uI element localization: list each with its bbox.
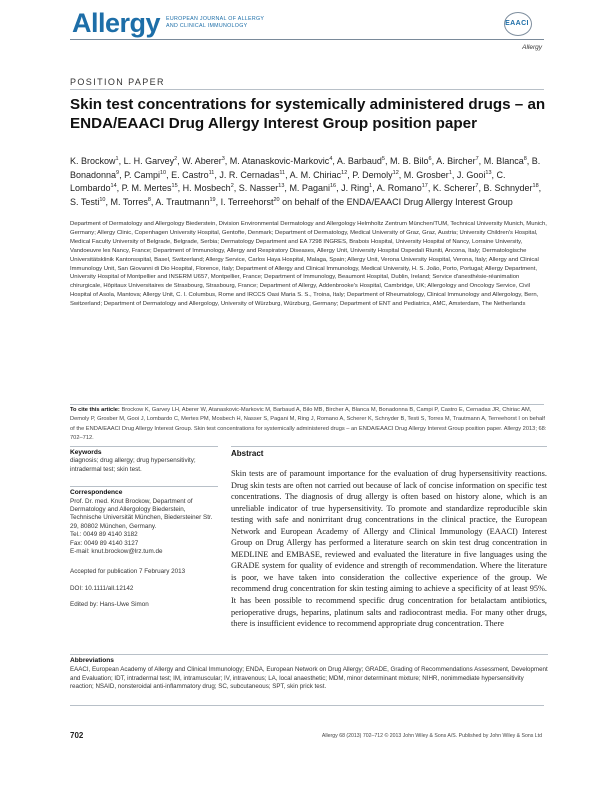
- abbreviations: [70, 654, 548, 692]
- author-affiliation-number: 16: [329, 183, 337, 190]
- journal-subtitle-line: AND CLINICAL IMMUNOLOGY: [166, 22, 248, 29]
- author-name: A. M. Chiriac$^{12}$: [289, 169, 348, 180]
- author-affiliation-number: 1: [115, 156, 119, 162]
- author-affiliation-number: 14: [110, 183, 117, 190]
- author-names: K. Brockow$^1$, L. H. Garvey$^2$, W. Aberer$^3$, M. Atanaskovic-Markovic$^4$, A. Barbaud$^5$, M. B. Bilo$^6$, A. Bircher$^7$, M. Blanca$^8$, B. Bonadonna$^9$, P. Campi$^{10}$, E. Castro$^{11}$, J. R. Cernadas$^{11}$, A. M. Chiriac$^{12}$, P. Demoly$^{12}$, M. Grosber$^1$, J. Gooi$^{13}$, C. Lombardo$^{14}$, P. M. Mertes$^{15}$, H. Mosbech$^2$, S. Nasser$^{13}$, M. Pagani$^{16}$, J. Ring$^1$, A. Romano$^{17}$, K. Scherer$^7$, B. Schnyder$^{18}$, S. Testi$^{10}$, M. Torres$^8$, A. Trautmann$^{19}$, I. Terreehorst$^{20}$: [70, 156, 542, 207]
- author-affiliation-number: 15: [171, 183, 178, 190]
- abstract: [231, 446, 547, 630]
- journal-subtitle-line: EUROPEAN JOURNAL OF ALLERGY: [166, 16, 265, 22]
- author-name: J. Ring$^1$: [341, 183, 373, 194]
- author-affiliation-number: 2: [174, 156, 178, 162]
- section-rule: [70, 446, 218, 447]
- society-logo-text: EAACI: [505, 20, 529, 27]
- author-name: J. Gooi$^{13}$: [456, 169, 492, 180]
- correspondence-tel: Tel.: 0049 89 4140 3182: [70, 531, 138, 539]
- author-name: S. Testi$^{10}$: [70, 196, 106, 207]
- author-name: M. B. Bilo$^6$: [390, 156, 432, 166]
- accepted-date: Accepted for publication 7 February 2013: [70, 568, 186, 576]
- author-name: M. Grosber$^1$: [403, 169, 452, 180]
- paper-type: POSITION PAPER: [70, 77, 165, 87]
- author-affiliation-number: 13: [278, 183, 285, 190]
- author-affiliation-number: 19: [209, 196, 216, 203]
- author-affiliation-number: 3: [221, 156, 225, 162]
- section-rule: [70, 654, 548, 655]
- author-affiliation-number: 20: [273, 196, 280, 203]
- citation-rule: [70, 404, 544, 405]
- author-affiliation-number: 5: [381, 156, 385, 162]
- keywords-heading: Keywords: [70, 449, 102, 456]
- author-affiliation-number: 7: [475, 156, 479, 162]
- footer-rule: [70, 705, 544, 706]
- author-name: J. R. Cernadas$^{11}$: [219, 169, 286, 180]
- author-affiliation-number: 6: [428, 156, 432, 162]
- section-rule: [70, 486, 218, 487]
- abstract-text: Skin tests are of paramount importance for the evaluation of drug hypersensitivity reactions. Drug skin tests are often not carried out because of lack of concise information on specific test concentrations. The diagnosis of drug allergy is often based on history alone, which is an unreliable indicator of true hypersensitivity. To promote and standardize reproducible skin testing with safe and nonirritant drug concentrations in the clinical practice, the European Network and European Academy of Allergy and Clinical Immunology (EAACI) Interest Group on Drug Allergy has performed a literature search on skin test drug concentration in MEDLINE and EMBASE, reviewed and evaluated the literature in five languages using the GRADE system for quality of evidence and strength of recommendation. Where the literature is poor, we have taken into consideration the collective experience of the group. We recommend drug concentration for skin testing aiming to achieve a specificity of at least 95%. It has been possible to recommend specific drug concentration for betalactam antibiotics, perioperative drugs, heparins, platinum salts and radiocontrast media. For many other drugs, there is insufficient evidence to recommend appropriate drug concentration. There: [231, 469, 547, 629]
- author-affiliation-number: 12: [392, 169, 399, 176]
- author-name: K. Brockow$^1$: [70, 156, 119, 166]
- author-name: P. Demoly$^{12}$: [352, 169, 399, 180]
- author-name: K. Scherer$^7$: [432, 183, 479, 194]
- journal-logo: Allergy: [72, 8, 161, 38]
- paper-type-rule: [70, 89, 544, 90]
- abbreviations-text: EAACI, European Academy of Allergy and Clinical Immunology; ENDA, European Network on Drug Allergy; GRADE, Grading of Recommendations Assessment, Development and Evaluation; IDT, intradermal test; IM, intramuscular; IV, intravenous; LA, local anaesthetic; MDM, minor determinant mixture; NIHR, nonimmediate hypersensitivity reaction; NSAID, nonsteroidal anti-inflammatory drug; SC, subcutaneous; SPT, skin prick test.: [70, 666, 548, 691]
- author-name: P. M. Mertes$^{15}$: [121, 183, 178, 194]
- author-affiliation-number: 7: [475, 183, 479, 190]
- keywords-text: diagnosis; drug allergy; drug hypersensitivity; intradermal test; skin test.: [70, 457, 196, 473]
- society-logo: [500, 12, 534, 40]
- author-name: M. Pagani$^{16}$: [289, 183, 337, 194]
- correspondence-heading: Correspondence: [70, 489, 123, 497]
- affiliations: Department of Dermatology and Allergology Biederstein, Division Environmental Dermatology and Allergology Helmholtz Zentrum München/TUM, Technical University Munich, Munich, Germany; Allergy Clinic, Copenhagen University Hospital, Gentofte, Denmark; Department of Dermatology, Medical University of Graz, Graz, Austria; University Children's Hospital, Medical Faculty University of Belgrade, Belgrade, Serbia; Dermatology Department and EA 7298 INGRES, Brabois Hospital, University Hospital of Nancy, Lorraine University, Vandoeuvre les Nancy, France; Department of Immunology, Allergy and Respiratory Diseases, Allergy Unit, University Hospital Ospedali Riuniti, Ancona, Italy; Dermatologische Universitätsklinik Kantonsspital, Basel, Switzerland; Allergy Service, Carlos Haya Hospital, Malaga, Spain; Allergy Unit, Verona University Hospital, Verona, Italy; Allergy and Clinical Immunology Unit, San Giovanni di Dio Hospital, Florence, Italy; Department of Allergy and Clinical Immunology, Medical University, H. S. João, Porto, Portugal; Allergy Department, University Hospital of Montpellier and INSERM U657, Montpellier, France; Department of Immunology, Beaumont Hospital, Dublin, Ireland; Service d'anesthésie-réanimation chirurgicale, Hôpitaux Universitaires de Strasbourg, Strasbourg, France; Department of Allergy, Addenbrooke's Hospital, Cambridge, UK; Allergology and Oncology Service, Civil Hospital of Asola, Mantova; Allergy Unit, C. I. Columbus, Rome and IRCCS Oasi Maria S. S., Troina, Italy; Department of Rheumatology, Clinical Immunology and Allergology, Bern, Switzerland; Department of Dermatology and Allergology, University of Würzburg, Würzburg, Germany; Department of ENT and Pediatrics, AMC, Amsterdam, The Netherlands: [70, 221, 547, 308]
- running-head: Allergy: [522, 44, 542, 51]
- author-name: A. Romano$^{17}$: [376, 183, 428, 194]
- author-name: L. H. Garvey$^2$: [123, 156, 178, 166]
- header-rule: [70, 39, 544, 40]
- author-affiliation-number: 17: [421, 183, 428, 190]
- author-name: P. Campi$^{10}$: [124, 169, 167, 180]
- author-affiliation-number: 2: [230, 183, 234, 190]
- author-name: A. Barbaud$^5$: [336, 156, 385, 166]
- abbreviations-heading: Abbreviations: [70, 657, 114, 664]
- author-affiliation-number: 8: [147, 196, 151, 203]
- author-affiliation-number: 1: [448, 169, 452, 176]
- article-title: Skin test concentrations for systemically administered drugs – an ENDA/EAACI Drug Allergy Interest Group position paper: [70, 96, 546, 132]
- author-name: A. Bircher$^7$: [436, 156, 479, 166]
- author-name: S. Nasser$^{13}$: [238, 183, 285, 194]
- correspondence-fax: Fax: 0049 89 4140 3127: [70, 539, 139, 547]
- author-name: C. Lombardo$^{14}$: [70, 169, 506, 194]
- journal-subtitle: [166, 16, 264, 29]
- author-name: M. Blanca$^8$: [483, 156, 527, 166]
- correspondence-email[interactable]: E-mail: knut.brockow@lrz.tum.de: [70, 548, 163, 556]
- page-number: 702: [70, 731, 84, 740]
- citation-block: [70, 406, 548, 444]
- edited-by: Edited by: Hans-Uwe Simon: [70, 601, 149, 609]
- authors-suffix: on behalf of the ENDA/EAACI Drug Allergy Interest Group: [282, 196, 513, 207]
- author-name: W. Aberer$^3$: [182, 156, 225, 166]
- author-affiliation-number: 11: [279, 169, 286, 176]
- author-name: M. Atanaskovic-Markovic$^4$: [229, 156, 333, 166]
- author-affiliation-number: 12: [341, 169, 348, 176]
- author-name: B. Bonadonna$^9$: [70, 156, 541, 180]
- abstract-heading: Abstract: [231, 449, 264, 458]
- author-affiliation-number: 11: [208, 169, 215, 176]
- author-affiliation-number: 1: [369, 183, 373, 190]
- author-list: [70, 154, 548, 208]
- author-affiliation-number: 8: [523, 156, 527, 162]
- author-affiliation-number: 9: [116, 169, 120, 176]
- citation-text: Brockow K, Garvey LH, Aberer W, Atanaskovic-Markovic M, Barbaud A, Bilo MB, Bircher A, Blanca M, Bonadonna B, Campi P, Castro E, Cernadas JR, Chiriac AM, Demoly P, Grosber M, Gooi J, Lombardo C, Mertes PM, Mosbech H, Nasser S, Pagani M, Ring J, Romano A, Scherer K, Schnyder B, Testi S, Torres M, Trautmann A, Terreehorst I on behalf of the ENDA/EAACI Drug Allergy Interest Group. Skin test concentrations for systemically administered drugs – an ENDA/EAACI Drug Allergy Interest Group position paper. Allergy 2013; 68: 702–712.: [70, 407, 547, 442]
- author-name: B. Schnyder$^{18}$: [483, 183, 539, 194]
- author-name: E. Castro$^{11}$: [171, 169, 215, 180]
- author-name: M. Torres$^8$: [110, 196, 151, 207]
- author-name: I. Terreehorst$^{20}$: [220, 196, 280, 207]
- author-name: H. Mosbech$^2$: [182, 183, 234, 194]
- author-name: A. Trautmann$^{19}$: [155, 196, 216, 207]
- citation-label: To cite this article:: [70, 407, 120, 413]
- author-affiliation-number: 10: [99, 196, 106, 203]
- doi[interactable]: DOI: 10.1111/all.12142: [70, 584, 134, 592]
- section-rule: [231, 446, 547, 447]
- article-info-column: [70, 446, 218, 610]
- author-affiliation-number: 18: [532, 183, 539, 190]
- author-affiliation-number: 10: [159, 169, 167, 176]
- author-affiliation-number: 13: [485, 169, 492, 176]
- correspondence-address: Prof. Dr. med. Knut Brockow, Department of Dermatology and Allergology Biederstein, Technische Universität München, Biedersteiner Str. 29, 80802 München, Germany.: [70, 497, 213, 530]
- footer-copyright: Allergy 68 (2013) 702–712 © 2013 John Wiley & Sons A/S. Published by John Wiley & Sons Ltd: [321, 733, 542, 739]
- author-affiliation-number: 4: [329, 156, 333, 162]
